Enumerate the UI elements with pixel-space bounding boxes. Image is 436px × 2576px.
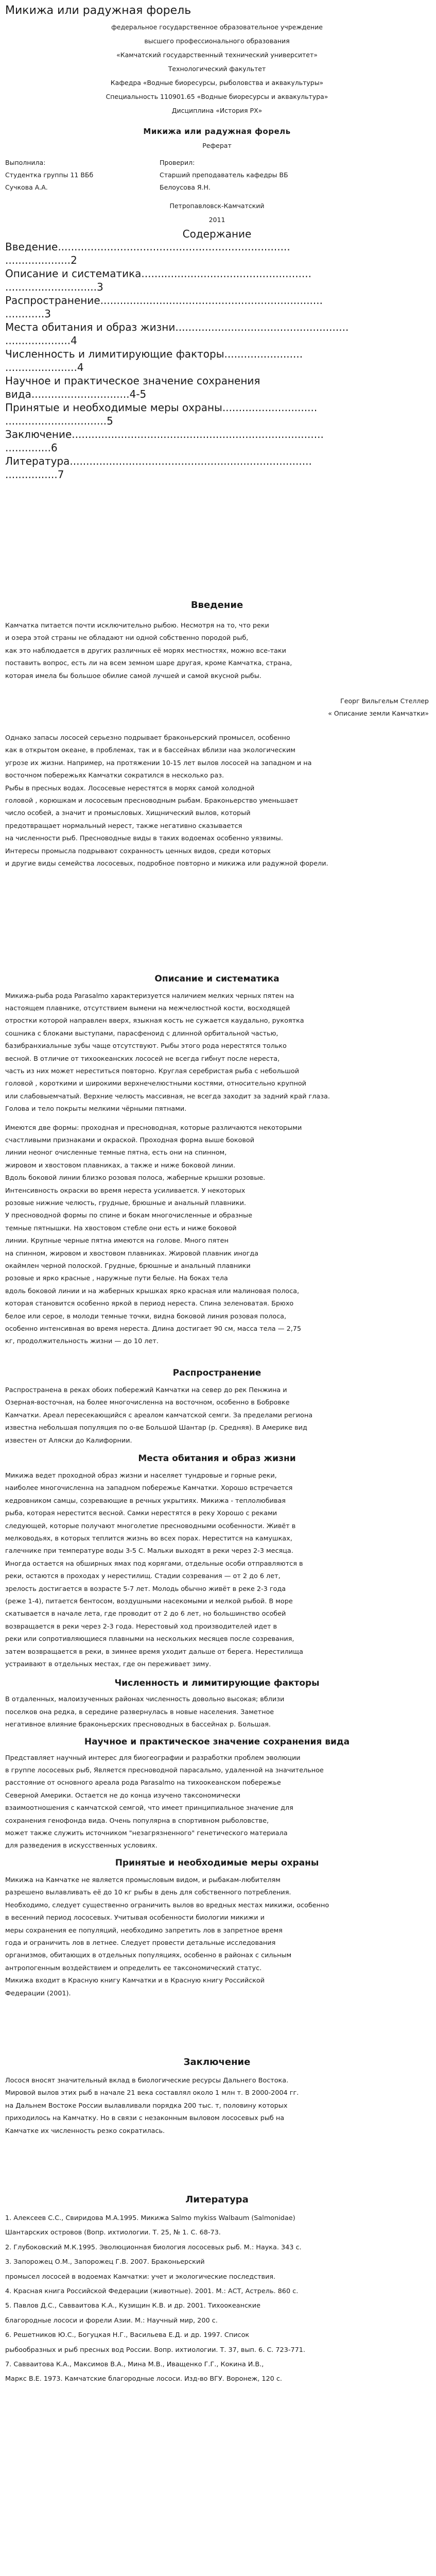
section-description: [5, 974, 429, 1348]
reference-item: рыбообразных и рыб пресных вод России. Вопр. ихтиологии. Т. 37, вып. 6. С. 723-771.: [5, 2346, 305, 2354]
text-line: как в открытом океане, в проблемах, так и в бассейнах вблизи наа экологическим: [5, 747, 295, 755]
toc-entry: ..............6: [5, 442, 58, 454]
toc-entry: вида..............................4-5: [5, 388, 147, 400]
text-line: следующей, которые получают многолетие пресноводными особенности. Живёт в: [5, 1522, 296, 1530]
signature-row: [5, 169, 335, 181]
text-line: приходилось на Камчатку. Но в связи с незаконным выловом лососевых рыб на: [5, 2114, 285, 2123]
intro-epigraph: [5, 620, 429, 683]
text-line: Федерации (2001).: [5, 1989, 71, 1997]
text-line: наиболее многочисленна на западном побережье Камчатки. Хорошо встречается: [5, 1484, 293, 1493]
text-line: организмов, обитающих в отдельных популяциях, особенно в районах с сильным: [5, 1952, 292, 1960]
reference-item: 1. Алексеев С.С., Свиридова М.А.1995. Микижа Salmo mykiss Walbaum (Salmonidae): [5, 2214, 295, 2222]
text-line: Интересы промысла подрывают сохранность ценных видов, среди которых: [5, 847, 271, 855]
quote-author: Георг Вильгельм Стеллер: [340, 697, 429, 705]
text-line: настоящем плавнике, отсутствием вымени на межчелюстной кости, восходящей: [5, 1004, 290, 1012]
section-title: Заключение: [183, 2056, 251, 2067]
text-line: базибранхиальные зубы чаще отсутствуют. Рыбы этого рода нерестятся только: [5, 1042, 287, 1050]
text-line: поселков она редка, в середине развернулась в новые населения. Заметное: [5, 1708, 274, 1716]
text-line: счастливыми признаками и окраской. Проходная форма выше боковой: [5, 1136, 255, 1144]
text-line: в весенний период лососевых. Учитывая особенности биологии микижи и: [5, 1914, 265, 1922]
toc-entry: Введение.......................................................................: [5, 241, 290, 253]
title-page-line: Кафедра «Водные биоресурсы, рыболовства и аквакультуры»: [110, 79, 324, 87]
city-year: [5, 199, 429, 227]
text-line: головой , короткими и широкими верхнечелюстными костями, относительно крупной: [5, 1080, 306, 1088]
city: Петропавловск-Камчатский: [169, 202, 265, 210]
text-line: головой , корюшкам и лососевым пресноводным рыбам. Браконьерство уменьшает: [5, 797, 299, 805]
text-line: меры сохранения ее популяций, необходимо запретить лов в запретное время: [5, 1926, 283, 1935]
document-title: Микижа или радужная форель: [5, 4, 191, 17]
text-line: темные пятнышки. На хвостовом стебле они есть и ниже боковой: [5, 1224, 237, 1232]
text-line: Необходимо, следует существенно ограничить вылов во вредных местах микижи, особенно: [5, 1901, 329, 1909]
text-line: окаймлен черной полоской. Грудные, брюшные и анальный плавники: [5, 1262, 251, 1270]
section-body: [5, 1470, 429, 1671]
toc-entry: Литература..........................................................................: [5, 455, 312, 467]
text-line: устраивают в отдельных местах, где он переживает зиму.: [5, 1660, 212, 1668]
section-title: Научное и практическое значение сохранения вида: [84, 1736, 350, 1747]
text-line: линии неоног очисленные темные пятна, есть они на спинном,: [5, 1149, 227, 1157]
text-line: Микижа на Камчатке не является промысловым видом, и рыбакам-любителям: [5, 1876, 281, 1884]
text-line: Камчатки. Ареал пересекающийся с ареалом камчатской семги. За пределами региона: [5, 1411, 313, 1419]
text-line: Камчатке их численность резко сократилась.: [5, 2127, 165, 2135]
text-line: известен от Аляски до Калифорнии.: [5, 1436, 132, 1445]
reference-item: 3. Запорожец О.М., Запорожец Г.В. 2007. Браконьерский: [5, 2258, 205, 2266]
text-line: затем возвращается в реки, в зимнее время уходит дальше от берега. Нерестилища: [5, 1648, 303, 1656]
text-line: жировом и хвостовом плавниках, а также и ниже боковой линии.: [5, 1161, 236, 1170]
text-line: рыба, которая нерестится весной. Самки нерестятся в реку Хорошо с реками: [5, 1510, 277, 1518]
toc-entry: ................7: [5, 468, 64, 481]
text-line: (реже 1-4), питается бентосом, воздушными насекомыми и мелкой рыбой. В море: [5, 1597, 293, 1605]
text-line: Микижа-рыба рода Parasalmo характеризуется наличием мелких черных пятен на: [5, 992, 294, 1000]
signature-row: [5, 157, 335, 169]
signature-right: Белоусова Я.Н.: [160, 183, 211, 191]
text-line: Лосося вносят значительный вклад в биологические ресурсы Дальнего Востока.: [5, 2076, 289, 2084]
toc-entry: Описание и систематика....................................................: [5, 267, 312, 280]
text-line: весной. В отличие от тихоокеанских лососей не всегда гибнут после нереста,: [5, 1055, 280, 1063]
section-title: Описание и систематика: [154, 973, 280, 984]
title-page-line: Дисциплина «История РХ»: [171, 107, 263, 114]
title-page-line: «Камчатский государственный технический университет»: [116, 51, 318, 59]
text-line: реки, остаются в проходах у нерестилищ. Стадии созревания — от 2 до 6 лет,: [5, 1572, 281, 1581]
toc-entry: ......................4: [5, 361, 84, 374]
text-line: В отдаленных, малоизученных районах численность довольно высокая; вблизи: [5, 1696, 285, 1704]
text-line: число особей, а значит и промысловых. Хищнический вылов, который: [5, 809, 251, 818]
text-line: Микижа ведет проходной образ жизни и населяет тундровые и горные реки,: [5, 1471, 277, 1480]
reference-item: 7. Савваитова К.А., Максимов В.А., Мина М.В., Иващенко Г.Г., Кокина И.В.,: [5, 2361, 264, 2369]
toc-entry: Принятые и необходимые меры охраны.............................: [5, 401, 318, 414]
text-line: мелководьях, в которых теплится жизнь во всех порах. Нерестится на камушках,: [5, 1534, 292, 1543]
section-body: [5, 2075, 429, 2138]
text-line: линии. Крупные черные пятна имеются на голове. Много пятен: [5, 1237, 229, 1245]
reference-list: [5, 2212, 429, 2386]
text-line: скатывается в начале лета, где проводит от 2 до 6 лет, но большинство особей: [5, 1610, 286, 1618]
text-line: как это наблюдается в других различных её морях местностях, можно все-таки: [5, 647, 286, 655]
toc-entry: ............................3: [5, 281, 103, 293]
text-line: негативное влияние браконьерских пресноводных в бассейнах р. Большая.: [5, 1721, 271, 1729]
text-line: кг, продолжительность жизни — до 10 лет.: [5, 1337, 159, 1346]
title-page-line: Технологический факультет: [168, 65, 266, 73]
text-line: У пресноводной формы по спине и бокам многочисленные и образные: [5, 1212, 253, 1220]
text-line: Распространена в реках обоих побережий Камчатки на север до рек Пенжина и: [5, 1386, 287, 1394]
table-of-contents: [5, 228, 429, 481]
toc-entry: ...............................5: [5, 415, 113, 427]
toc-entry: Заключение.............................................................................: [5, 428, 324, 440]
text-line: Северной Америки. Остается не до конца изучено таксономически: [5, 1791, 240, 1800]
text-line: Вдоль боковой линии близко розовая полоса, жаберные крышки розовые.: [5, 1174, 266, 1182]
toc-entry: ....................4: [5, 334, 77, 347]
section-references: [5, 2194, 429, 2386]
text-line: предотвращает нормальный нерест, также негативно сказывается: [5, 822, 242, 830]
reference-item: Шантарских островов (Вопр. ихтиологии. Т. 25, № 1. С. 68-73.: [5, 2229, 221, 2237]
section-title: Введение: [190, 600, 243, 611]
section-abundance: [5, 1678, 429, 1731]
signature-right: Старший преподаватель кафедры ВБ: [160, 171, 288, 179]
text-line: Представляет научный интерес для биогеографии и разработки проблем эволюции: [5, 1754, 301, 1762]
section-conclusion: [5, 2057, 429, 2138]
signature-right: Проверил:: [160, 159, 195, 166]
title-page-line: высшего профессионального образования: [144, 37, 290, 45]
section-habitat: [5, 1453, 429, 1671]
reference-item: Маркс В.Е. 1973. Камчатские благородные лососи. Изд-во ВГУ. Воронеж, 120 с.: [5, 2375, 282, 2383]
text-line: реки или сопротивляющиеся плавными на нескольких месяцев после созревания,: [5, 1635, 294, 1643]
signature-row: [5, 181, 335, 194]
text-line: кедровником самцы, созревающие в речных укрытиях. Микижа - теплолюбивая: [5, 1497, 286, 1505]
section-title: Литература: [185, 2194, 249, 2205]
text-line: угрозе их жизни. Например, на протяжении 10-15 лет вылов лососей на западном и на: [5, 759, 312, 767]
text-line: Интенсивность окраски во время нереста усиливается. У некоторых: [5, 1187, 246, 1195]
section-title: Принятые и необходимые меры охраны: [115, 1857, 319, 1868]
section-introduction: [5, 600, 429, 871]
toc-entry: Научное и практическое значение сохранения: [5, 375, 260, 387]
text-line: или слабовыемчатый. Верхние челюсть массивная, не всегда заходит за задний край глаза.: [5, 1092, 330, 1100]
text-line: вдоль боковой линии и на жаберных крышках ярко красная или малиновая полоса,: [5, 1287, 300, 1295]
title-page-line: Специальность 110901.65 «Водные биоресурсы и аквакультура»: [106, 93, 328, 100]
text-line: галечнике при температуре воды 3-5 С. Мальки выходят в реки через 2-3 месяца.: [5, 1547, 293, 1555]
section-body: [5, 990, 429, 1348]
report-title: Микижа или радужная форель: [143, 127, 291, 136]
toc-heading: Содержание: [182, 228, 252, 240]
text-line: Однако запасы лососей серьезно подрывает браконьерский промысел, особенно: [5, 734, 290, 742]
text-line: зрелость достигается в возрасте 5-7 лет. Молодь обычно живёт в реке 2-3 года: [5, 1585, 286, 1593]
text-line: отростки которой направлен вверх, языкная кость не сужается каудально, рукоятка: [5, 1017, 304, 1025]
toc-entry: ............3: [5, 308, 51, 320]
reference-item: благородные лососи и форели Азии. М.: Научный мир, 200 с.: [5, 2316, 218, 2325]
intro-body: [5, 732, 429, 870]
text-line: года и ограничить лов в летнее. Следует провести детальные исследования: [5, 1939, 276, 1947]
section-significance: [5, 1737, 429, 1853]
text-line: сохранения генофонда вида. Очень популярна в спортивном рыболовстве,: [5, 1817, 269, 1825]
year: 2011: [208, 216, 225, 224]
section-body: [5, 1752, 429, 1853]
signature-block: [5, 157, 429, 194]
title-page-line: федеральное государственное образовательное учреждение: [111, 23, 323, 31]
text-line: взаимоотношения с камчатской семгой, что имеет принципиальное значение для: [5, 1804, 293, 1812]
section-title: Численность и лимитирующие факторы: [114, 1678, 320, 1689]
text-line: особенно интенсивная во время нереста. Длина достигает 90 см, масса тела — 2,75: [5, 1325, 302, 1333]
text-line: белое или серое, в молоди темные точки, видна боковой линия розовая полоса,: [5, 1312, 287, 1320]
section-body: [5, 1874, 429, 2000]
text-line: для разведения в искусственных условиях.: [5, 1842, 158, 1850]
text-line: Мировой вылов этих рыб в начале 21 века составлял около 1 млн т. В 2000-2004 гг.: [5, 2089, 299, 2097]
section-body: [5, 1384, 429, 1447]
text-line: на численности рыб. Пресноводные виды в таких водоемах особенно уязвимы.: [5, 835, 283, 843]
text-line: Имеются две формы: проходная и пресноводная, которые различаются некоторыми: [5, 1124, 302, 1132]
text-line: в группе лососевых рыб, Является пресноводной парасальмо, удаленной на значительное: [5, 1767, 324, 1775]
section-title: Места обитания и образ жизни: [138, 1453, 296, 1464]
reference-item: 4. Красная книга Российской Федерации (животные). 2001. М.: АСТ, Астрель. 860 с.: [5, 2287, 299, 2295]
signature-left: Студентка группы 11 ВБб: [5, 171, 94, 179]
text-line: расстояние от основного ареала рода Parasalmo на тихоокеанском побережье: [5, 1779, 281, 1787]
text-line: и другие виды семейства лососевых, подробное повторно и микижа или радужной форели.: [5, 860, 328, 868]
text-line: которая имела бы большое обилие самой лучшей и самой вкусной рыбы.: [5, 672, 261, 680]
text-line: поставить вопрос, есть ли на всем земном шаре другая, кроме Камчатка, страна,: [5, 659, 292, 668]
text-line: Микижа входит в Красную книгу Камчатки и в Красную книгу Российской: [5, 1977, 265, 1985]
toc-entry: Численность и лимитирующие факторы........................: [5, 348, 303, 360]
text-line: часть из них может нереститься повторно. Круглая серебристая рыба с небольшой: [5, 1067, 300, 1075]
title-page: [5, 20, 429, 152]
quote-source: « Описание земли Камчатки»: [328, 709, 429, 718]
text-line: которая становится особенно яркой в период нереста. Спина зеленоватая. Брюхо: [5, 1300, 294, 1308]
reference-item: 2. Глубоковский М.К.1995. Эволюционная биология лососевых рыб. М.: Наука. 343 с.: [5, 2243, 302, 2251]
text-line: возвращается в реки через 2-3 года. Нерестовый ход производителей идет в: [5, 1622, 277, 1631]
text-line: сошника с блоками выступами, парасфеноид с длинной орбитальной частью,: [5, 1029, 278, 1038]
text-line: Камчатка питается почти исключительно рыбою. Несмотря на то, что реки: [5, 622, 269, 630]
text-line: восточном побережьях Камчатки сократился в несколько раз.: [5, 772, 224, 780]
text-line: розовые и ярко красные , наружные пути белые. На боках тела: [5, 1275, 228, 1283]
reference-item: промысел лососей в водоемах Камчатки: учет и экологические последствия.: [5, 2273, 276, 2281]
section-title: Распространение: [172, 1367, 261, 1378]
text-line: Голова и тело покрыты мелкими чёрными пятнами.: [5, 1105, 187, 1113]
section-protection: [5, 1858, 429, 2000]
text-line: может также служить источником "незагрязненного" генетического материала: [5, 1829, 288, 1838]
text-line: Озерная-восточная, на более многочисленна на восточном, особенно в Бобровке: [5, 1399, 290, 1407]
text-line: на спинном, жировом и хвостовом плавниках. Жировой плавник иногда: [5, 1249, 259, 1258]
text-line: разрешено вылавливать её до 10 кг рыбы в день для собственного потребления.: [5, 1889, 291, 1897]
report-subtitle: Реферат: [202, 142, 232, 149]
signature-left: Сучкова А.А.: [5, 183, 48, 191]
signature-left: Выполнила:: [5, 159, 46, 166]
section-distribution: [5, 1368, 429, 1447]
text-line: антропогенным воздействием и определить ее таксономический статус.: [5, 1964, 262, 1972]
text-line: Рыбы в пресных водах. Лососевые нерестятся в морях самой холодной: [5, 784, 255, 792]
text-line: Иногда остается на обширных ямах под корягами, отдельные особи отправляются в: [5, 1560, 303, 1568]
toc-entry: ....................2: [5, 254, 77, 266]
toc-entry: Распространение....................................................................: [5, 294, 323, 307]
text-line: на Дальнем Востоке России вылавливали порядка 200 тыс. т, половину которых: [5, 2102, 288, 2110]
text-line: и озера этой страны не обладают ни одной собственно породой рыб,: [5, 634, 249, 642]
text-line: известна небольшая популяция по о-ве Большой Шантар (р. Средняя). В Америке вид: [5, 1424, 307, 1432]
text-line: розовые нижние челюсть, грудные, брюшные и анальный плавники.: [5, 1199, 246, 1207]
reference-item: 6. Решетников Ю.С., Богуцкая Н.Г., Васильева Е.Д. и др. 1997. Список: [5, 2331, 250, 2340]
toc-entry: Места обитания и образ жизни.....................................................: [5, 321, 349, 333]
reference-item: 5. Павлов Д.С., Савваитова К.А., Кузищин К.В. и др. 2001. Тихоокеанские: [5, 2302, 260, 2310]
section-body: [5, 1693, 429, 1731]
